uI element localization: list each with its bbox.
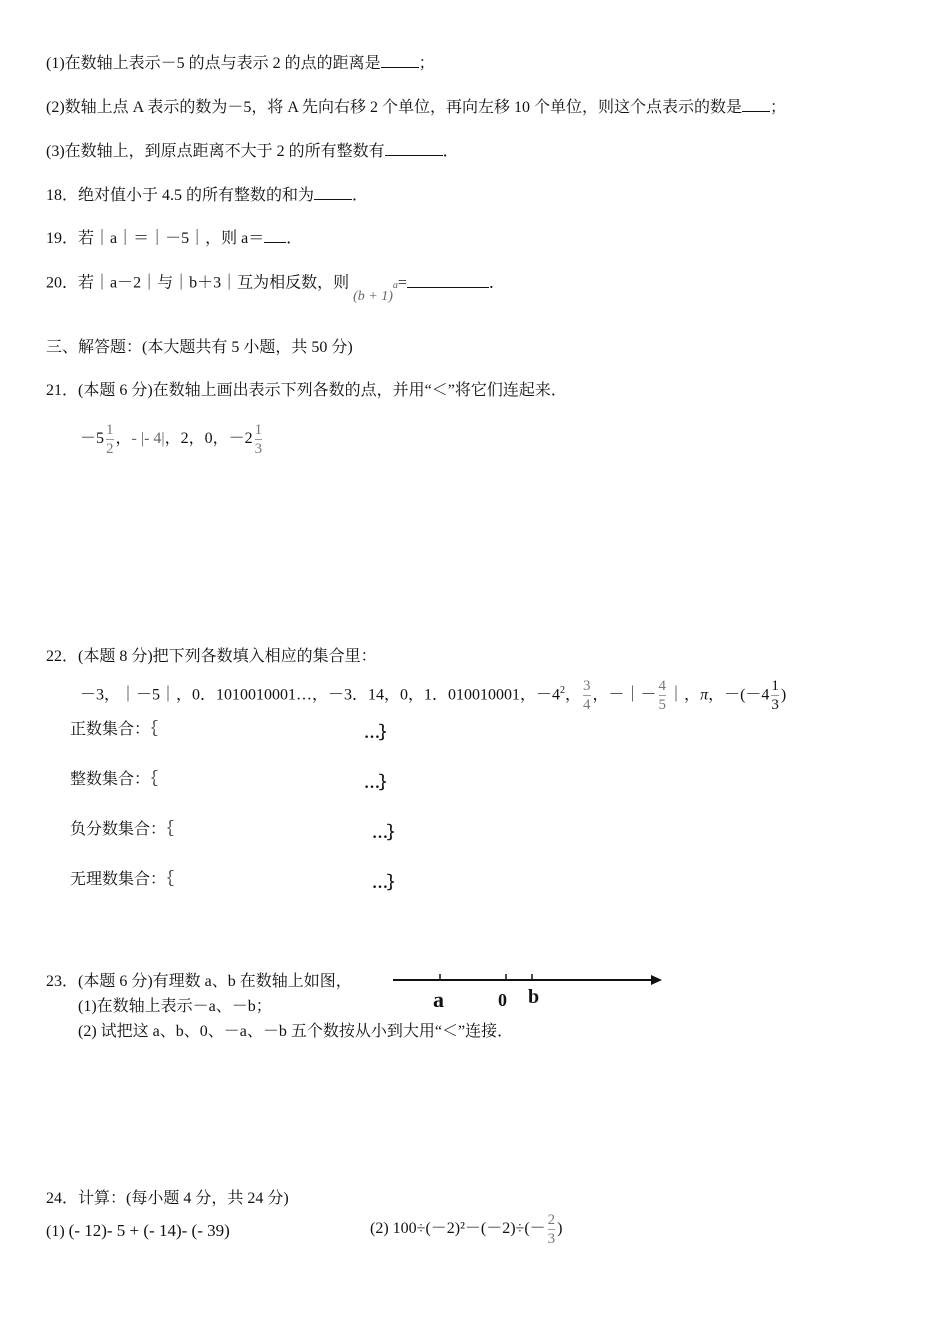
q21-number: －5 <box>80 430 105 447</box>
label-a: a <box>433 987 444 1012</box>
q22-numbers <box>80 672 786 714</box>
answer-blank[interactable] <box>385 140 443 156</box>
denominator: 3 <box>771 697 779 714</box>
q21-number: - |- 4| <box>131 430 165 447</box>
set-integer-end: …｝ <box>364 775 395 792</box>
q19 <box>46 227 302 249</box>
fraction <box>771 677 779 714</box>
q22-number-list: ，－｜－ <box>592 686 657 704</box>
numerator: 2 <box>547 1211 556 1228</box>
set-irrational-label: 无理数集合：｛ <box>70 871 175 888</box>
numerator: 1 <box>106 421 114 438</box>
q24-part1-expression: (- 12)- 5 + (- 14)- (- 39) <box>68 1221 230 1240</box>
answer-blank[interactable] <box>407 272 489 288</box>
q21-numbers <box>80 420 264 458</box>
q17-part2 <box>46 96 786 118</box>
q17-part1-text: (1)在数轴上表示－5 的点与表示 2 的点的距离是 <box>46 55 381 72</box>
section-title: 三、解答题：(本大题共有 5 小题，共 50 分) <box>46 339 353 356</box>
q22-number-list: －3，｜－5｜，0．1010010001…，－3．14，0，1．010010001，－4 <box>80 686 561 704</box>
denominator: 2 <box>106 440 114 457</box>
label-b: b <box>528 986 540 1008</box>
punct: ． <box>286 230 303 247</box>
q22-question: 22．(本题 8 分)把下列各数填入相应的集合里： <box>46 648 377 665</box>
punct: ； <box>770 99 787 116</box>
punct: ) <box>557 1220 563 1237</box>
fraction <box>659 677 667 714</box>
exponent: 2 <box>560 685 566 696</box>
q22-number-list: ｜， <box>668 686 701 704</box>
denominator: 5 <box>658 697 667 714</box>
q20-expression <box>353 280 398 304</box>
q20 <box>46 270 505 304</box>
q20-text: 20．若｜a－2｜与｜b＋3｜互为相反数，则 <box>46 274 350 292</box>
pi-symbol: π <box>700 686 709 704</box>
label-0: 0 <box>498 990 507 1010</box>
set-negative-fraction-end: …｝ <box>372 825 403 842</box>
q24-part1-label: (1) <box>46 1223 65 1240</box>
q21-number: ，2，0，－2 <box>164 430 253 447</box>
answer-blank[interactable] <box>381 52 419 68</box>
punct: ． <box>488 274 505 292</box>
set-positive-label: 正数集合：｛ <box>70 721 159 738</box>
fraction <box>548 1211 556 1248</box>
q17-part3-text: (3)在数轴上，到原点距离不大于 2 的所有整数有 <box>46 143 385 160</box>
q17-part1 <box>46 52 435 74</box>
q23-sub2: (2) 试把这 a、b、0、－a、－b 五个数按从小到大用“＜”连接． <box>78 1023 514 1040</box>
separator: ， <box>565 686 582 704</box>
q18-text: 18．绝对值小于 4.5 的所有整数的和为 <box>46 187 315 204</box>
q23-sub1: (1)在数轴上表示－a、－b； <box>78 998 272 1015</box>
punct: ． <box>352 187 369 204</box>
answer-blank[interactable] <box>742 96 770 112</box>
answer-blank[interactable] <box>314 184 352 200</box>
q20-base: (b + 1) <box>353 288 393 304</box>
q23-question: 23．(本题 6 分)有理数 a、b 在数轴上如图， <box>46 973 352 990</box>
q20-exponent: a <box>392 280 398 291</box>
q17-part3 <box>46 140 459 162</box>
q22-number-list: ，－(－4 <box>708 686 770 704</box>
q24-part2-label: (2) <box>370 1220 389 1237</box>
denominator: 3 <box>254 440 263 457</box>
set-negative-fraction-label: 负分数集合：｛ <box>70 821 175 838</box>
set-integer-label: 整数集合：｛ <box>70 771 159 788</box>
equals: = <box>397 274 407 292</box>
answer-blank[interactable] <box>264 227 286 243</box>
q24-question: 24．计算：(每小题 4 分，共 24 分) <box>46 1190 289 1207</box>
punct: ； <box>418 55 435 72</box>
numerator: 3 <box>583 678 591 695</box>
q17-part2-text: (2)数轴上点 A 表示的数为－5，将 A 先向右移 2 个单位，再向左移 10 个单位，则这个点表示的数是 <box>46 99 743 116</box>
arrow-head-icon <box>651 975 662 985</box>
q24-part2-expression: 100÷(－2)²－(－2)÷(－ <box>392 1220 546 1237</box>
punct: ． <box>442 143 459 160</box>
q19-text: 19．若｜a｜＝｜－5｜，则 a＝ <box>46 230 265 247</box>
fraction <box>255 421 263 458</box>
fraction <box>106 421 114 458</box>
q24-part2 <box>370 1210 563 1248</box>
numerator: 1 <box>254 421 263 438</box>
denominator: 4 <box>583 697 591 714</box>
set-positive-end: …｝ <box>364 725 395 742</box>
q18 <box>46 184 368 206</box>
numerator: 1 <box>771 678 779 695</box>
q22-number-list: ) <box>780 686 787 704</box>
q24-part1 <box>46 1221 230 1242</box>
separator: ， <box>115 430 132 447</box>
denominator: 3 <box>547 1230 556 1247</box>
fraction <box>583 677 591 714</box>
q21-question: 21．(本题 6 分)在数轴上画出表示下列各数的点，并用“＜”将它们连起来． <box>46 382 567 399</box>
set-irrational-end: …｝ <box>372 875 403 892</box>
numerator: 4 <box>658 678 667 695</box>
